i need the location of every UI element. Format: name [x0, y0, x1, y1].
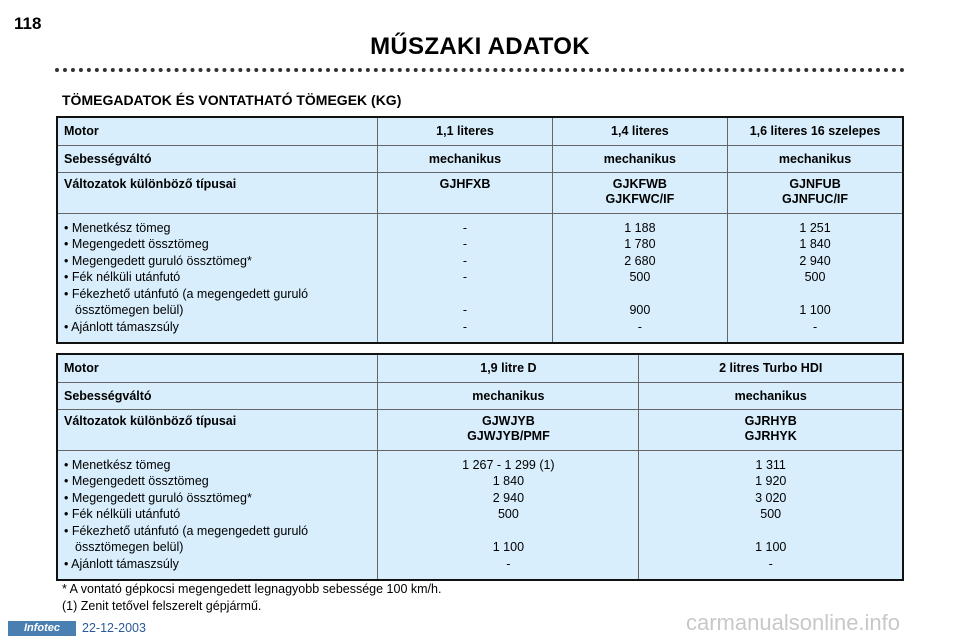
- weights-table-petrol: [56, 116, 904, 344]
- value: 1 251: [799, 220, 831, 235]
- gearbox-cell: mechanikus: [378, 382, 639, 409]
- variants-label: Változatok különböző típusai: [57, 172, 378, 213]
- value: 2 940: [799, 253, 831, 268]
- variant-cell: [639, 409, 903, 450]
- list-item: • Ajánlott támaszsúly: [64, 557, 179, 572]
- value: 2 680: [624, 253, 656, 268]
- list-item: • Megengedett guruló össztömeg*: [64, 253, 252, 268]
- value: 3 020: [755, 490, 787, 505]
- engine-cell: 1,1 literes: [378, 117, 552, 145]
- variant-cell: [552, 172, 727, 213]
- value: 1 267 - 1 299 (1): [462, 457, 555, 472]
- variant-code: GJHFXB: [439, 176, 491, 191]
- gearbox-cell: mechanikus: [378, 145, 552, 172]
- value: 1 100: [755, 540, 787, 555]
- variant-code: GJRHYK: [744, 428, 797, 443]
- value: -: [637, 320, 642, 335]
- list-item: • Fékezhető utánfutó (a megengedett guruló össztömegen belül): [64, 286, 309, 318]
- list-item: • Fékezhető utánfutó (a megengedett guruló össztömegen belül): [64, 523, 309, 555]
- gearbox-label: Sebességváltó: [57, 382, 378, 409]
- gearbox-label: Sebességváltó: [57, 145, 378, 172]
- motor-label: Motor: [57, 117, 378, 145]
- value: 2 940: [492, 490, 525, 505]
- value: 1 840: [799, 237, 831, 252]
- variant-code: GJWJYB: [481, 413, 535, 428]
- table-row-gearbox: [57, 145, 903, 172]
- variant-code: GJKFWC/IF: [605, 191, 675, 206]
- value: 500: [760, 507, 782, 522]
- table-row-motor: [57, 354, 903, 382]
- page-title: MŰSZAKI ADATOK: [370, 33, 590, 60]
- list-item: • Fék nélküli utánfutó: [64, 507, 181, 522]
- dotted-divider: [55, 68, 905, 72]
- weight-values: [639, 450, 903, 580]
- value: -: [812, 320, 818, 335]
- variant-code: GJWJYB/PMF: [467, 428, 550, 443]
- table-row-variants: [57, 409, 903, 450]
- gearbox-cell: mechanikus: [639, 382, 903, 409]
- value: 500: [629, 270, 651, 285]
- value: -: [462, 253, 468, 268]
- value: 1 920: [755, 474, 787, 489]
- value: -: [462, 303, 468, 318]
- value: 1 188: [624, 220, 656, 235]
- list-item: • Megengedett össztömeg: [64, 237, 209, 252]
- list-item: • Menetkész tömeg: [64, 220, 171, 235]
- list-item: • Megengedett össztömeg: [64, 474, 209, 489]
- value: 1 100: [799, 303, 831, 318]
- engine-cell: 1,4 literes: [552, 117, 727, 145]
- gearbox-cell: mechanikus: [552, 145, 727, 172]
- table-row-variants: [57, 172, 903, 213]
- watermark: carmanualsonline.info: [686, 610, 901, 635]
- weight-values: [378, 213, 552, 343]
- table-row-gearbox: [57, 382, 903, 409]
- motor-label: Motor: [57, 354, 378, 382]
- weight-values: [378, 450, 639, 580]
- value: -: [462, 320, 468, 335]
- weight-values: [728, 213, 903, 343]
- variant-code: GJKFWB: [612, 176, 667, 191]
- footnote: * A vontató gépkocsi megengedett legnagyobb sebessége 100 km/h.: [62, 582, 442, 596]
- table-row-weights: [57, 450, 903, 580]
- variant-cell: [378, 172, 552, 213]
- footnotes: [62, 581, 441, 615]
- value: -: [462, 270, 468, 285]
- value: 1 100: [492, 540, 525, 555]
- weight-items: [57, 450, 378, 580]
- footnote: (1) Zenit tetővel felszerelt gépjármű.: [62, 599, 262, 613]
- engine-cell: 1,9 litre D: [378, 354, 639, 382]
- value: -: [462, 220, 468, 235]
- gearbox-cell: mechanikus: [728, 145, 903, 172]
- engine-cell: 2 litres Turbo HDI: [639, 354, 903, 382]
- value: 500: [804, 270, 826, 285]
- value: 1 840: [492, 474, 525, 489]
- variant-code: GJNFUC/IF: [782, 191, 849, 206]
- list-item: • Megengedett guruló össztömeg*: [64, 490, 252, 505]
- list-item: • Ajánlott támaszsúly: [64, 320, 179, 335]
- list-item: • Menetkész tömeg: [64, 457, 171, 472]
- variant-cell: [378, 409, 639, 450]
- value: 1 311: [755, 457, 786, 472]
- value: -: [462, 237, 468, 252]
- weight-items: [57, 213, 378, 343]
- table-row-weights: [57, 213, 903, 343]
- variants-label: Változatok különböző típusai: [57, 409, 378, 450]
- value: 1 780: [624, 237, 656, 252]
- infotec-logo: Infotec: [8, 621, 76, 636]
- value: -: [506, 557, 511, 572]
- value: 500: [497, 507, 519, 522]
- value: 900: [629, 303, 651, 318]
- engine-cell: 1,6 literes 16 szelepes: [728, 117, 903, 145]
- section-title: TÖMEGADATOK ÉS VONTATHATÓ TÖMEGEK (KG): [62, 92, 402, 108]
- value: -: [768, 557, 773, 572]
- weights-table-diesel: [56, 353, 904, 581]
- table-row-motor: [57, 117, 903, 145]
- variant-code: GJRHYB: [744, 413, 797, 428]
- footer-date: 22-12-2003: [82, 621, 146, 635]
- list-item: • Fék nélküli utánfutó: [64, 270, 181, 285]
- variant-cell: [728, 172, 903, 213]
- page-number: 118: [14, 14, 42, 33]
- weight-values: [552, 213, 727, 343]
- variant-code: GJNFUB: [789, 176, 841, 191]
